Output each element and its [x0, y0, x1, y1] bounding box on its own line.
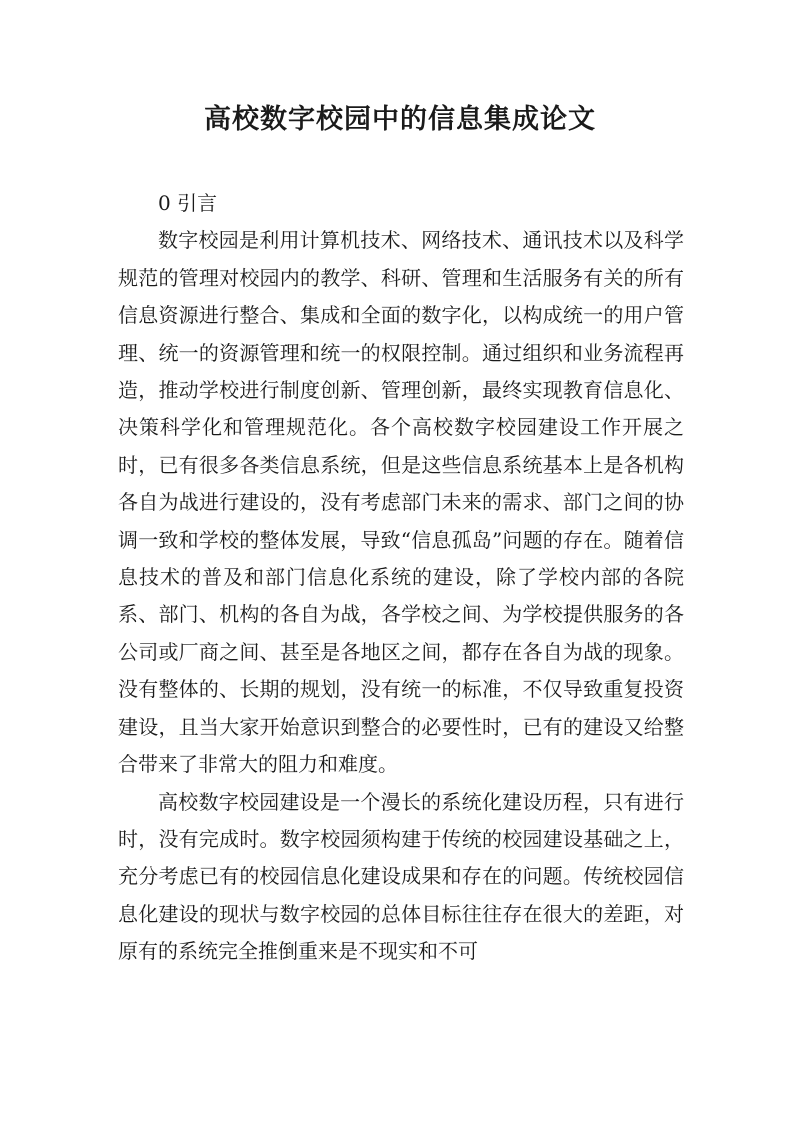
paragraph-2: 高校数字校园建设是一个漫长的系统化建设历程，只有进行时，没有完成时。数字校园须构建于传统的校园建设基础之上，充分考虑已有的校园信息化建设成果和存在的问题。传统校园信息化建设的现状与数字校园的总体目标往往存在很大的差距，对原有的系统完全推倒重来是不现实和不可	[118, 789, 684, 964]
paragraph-1: 数字校园是利用计算机技术、网络技术、通讯技术以及科学规范的管理对校园内的教学、科研、管理和生活服务有关的所有信息资源进行整合、集成和全面的数字化，以构成统一的用户管理、统一的资源管理和统一的权限控制。通过组织和业务流程再造，推动学校进行制度创新、管理创新，最终实现教育信息化、决策科学化和管理规范化。各个高校数字校园建设工作开展之时，已有很多各类信息系统，但是这些信息系统基本上是各机构各自为战进行建设的，没有考虑部门未来的需求、部门之间的协调一致和学校的整体发展，导致“信息孤岛”问题的存在。随着信息技术的普及和部门信息化系统的建设，除了学校内部的各院系、部门、机构的各自为战，各学校之间、为学校提供服务的各公司或厂商之间、甚至是各地区之间，都存在各自为战的现象。没有整体的、长期的规划，没有统一的标准，不仅导致重复投资建设，且当大家开始意识到整合的必要性时，已有的建设又给整合带来了非常大的阻力和难度。	[118, 228, 684, 777]
section-heading: 0 引言	[158, 191, 218, 215]
document-body	[118, 185, 684, 971]
document-title: 高校数字校园中的信息集成论文	[204, 104, 596, 135]
